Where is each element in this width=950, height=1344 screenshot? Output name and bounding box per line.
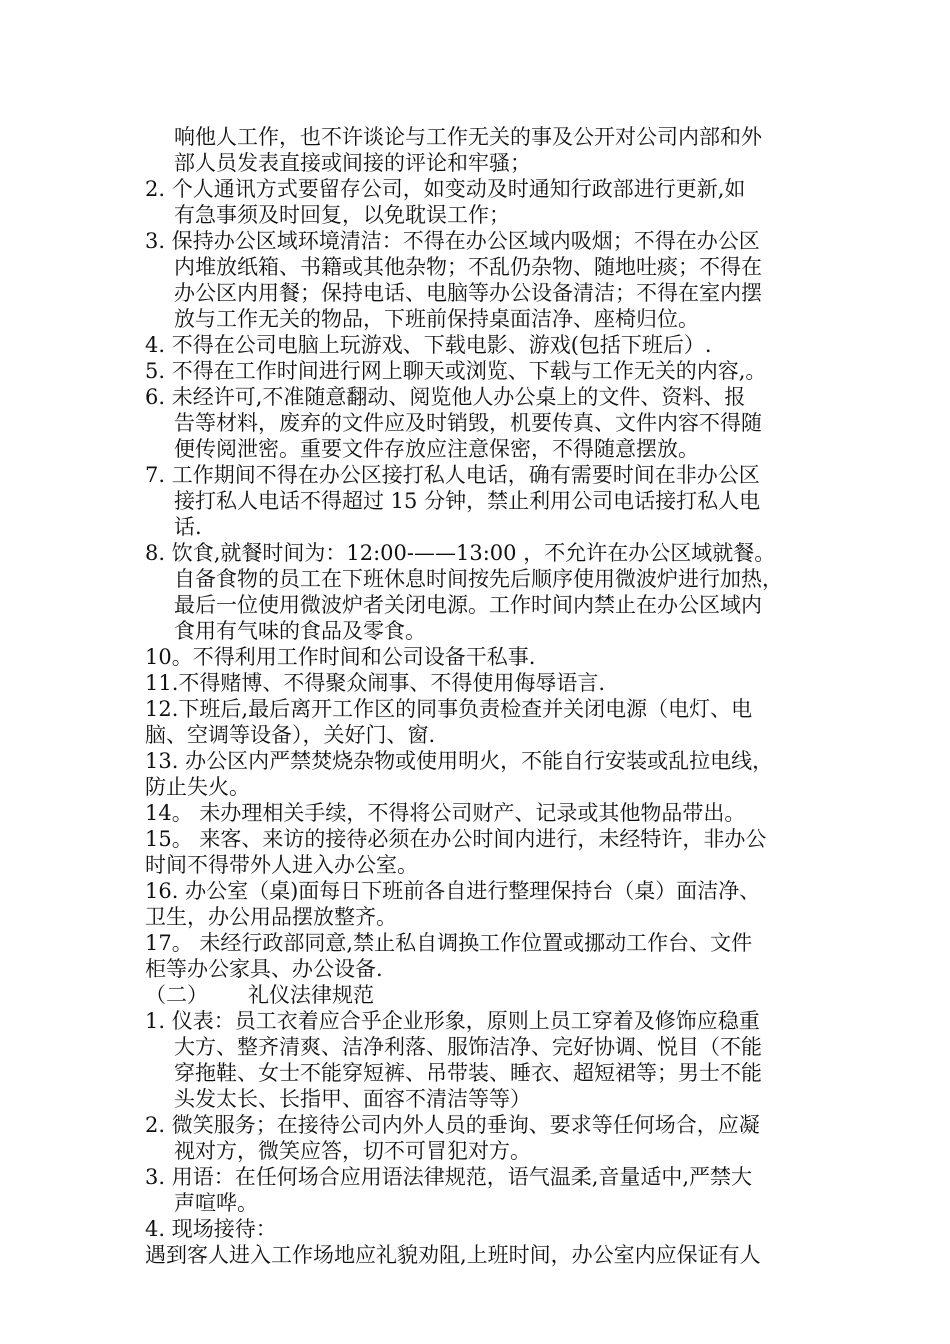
text-line: 16. 办公室（桌)面每日下班前各自进行整理保持台（桌）面洁净、 xyxy=(145,879,761,903)
text-line: 7. 工作期间不得在办公区接打私人电话，确有需要时间在非办公区 xyxy=(145,463,760,487)
text-line: 自备食物的员工在下班休息时间按先后顺序使用微波炉进行加热， xyxy=(174,567,783,591)
text-line: 办公区内用餐；保持电话、电脑等办公设备清洁；不得在室内摆 xyxy=(174,281,762,305)
text-line: 2. 个人通讯方式要留存公司，如变动及时通知行政部进行更新,如 xyxy=(145,177,746,201)
text-line: 5. 不得在工作时间进行网上聊天或浏览、下载与工作无关的内容,。 xyxy=(145,359,767,383)
text-line: 话. xyxy=(174,515,202,539)
text-line: 防止失火。 xyxy=(145,775,250,799)
text-line: 1. 仪表：员工衣着应合乎企业形象，原则上员工穿着及修饰应稳重 xyxy=(145,1009,760,1033)
text-line: 卫生，办公用品摆放整齐。 xyxy=(145,905,397,929)
text-line: 视对方，微笑应答，切不可冒犯对方。 xyxy=(174,1139,531,1163)
text-line: 有急事须及时回复，以免耽误工作； xyxy=(174,203,510,227)
text-line: 17。 未经行政部同意,禁止私自调换工作位置或挪动工作台、文件 xyxy=(145,931,753,955)
text-line: 14。 未办理相关手续，不得将公司财产、记录或其他物品带出。 xyxy=(145,801,746,825)
text-line: 大方、整齐清爽、洁净利落、服饰洁净、完好协调、悦目（不能 xyxy=(174,1035,762,1059)
text-line: 4. 现场接待： xyxy=(145,1217,277,1241)
text-line: 2. 微笑服务；在接待公司内外人员的垂询、要求等任何场合，应凝 xyxy=(145,1113,760,1137)
section-heading: （二） 礼仪法律规范 xyxy=(145,983,375,1007)
text-line: 柜等办公家具、办公设备. xyxy=(145,957,383,981)
text-line: 3. 用语：在任何场合应用语法律规范，语气温柔,音量适中,严禁大 xyxy=(145,1165,753,1189)
text-line: 12.下班后,最后离开工作区的同事负责检查并关闭电源（电灯、电 xyxy=(145,697,753,721)
text-line: 声喧哗。 xyxy=(174,1191,258,1215)
text-line: 15。 来客、来访的接待必须在办公时间内进行，未经特许，非办公 xyxy=(145,827,767,851)
text-line: 3. 保持办公区域环境清洁：不得在办公区域内吸烟；不得在办公区 xyxy=(145,229,760,253)
text-line: 响他人工作，也不许谈论与工作无关的事及公开对公司内部和外 xyxy=(174,125,762,149)
text-line: 头发太长、长指甲、面容不清洁等等） xyxy=(174,1087,531,1111)
text-line: 便传阅泄密。重要文件存放应注意保密，不得随意摆放。 xyxy=(174,437,699,461)
text-line: 接打私人电话不得超过 15 分钟，禁止利用公司电话接打私人电 xyxy=(174,489,761,513)
text-line: 穿拖鞋、女士不能穿短裤、吊带装、睡衣、超短裙等；男士不能 xyxy=(174,1061,762,1085)
text-line: 13. 办公区内严禁焚烧杂物或使用明火，不能自行安装或乱拉电线， xyxy=(145,749,774,773)
text-line: 告等材料，废弃的文件应及时销毁，机要传真、文件内容不得随 xyxy=(174,411,762,435)
text-line: 8. 饮食,就餐时间为：12:00-——13:00 ，不允许在办公区域就餐。 xyxy=(145,541,776,565)
text-line: 放与工作无关的物品，下班前保持桌面洁净、座椅归位。 xyxy=(174,307,699,331)
text-line: 遇到客人进入工作场地应礼貌劝阻,上班时间，办公室内应保证有人 xyxy=(145,1243,761,1267)
text-line: 4. 不得在公司电脑上玩游戏、下载电影、游戏(包括下班后）. xyxy=(145,333,712,357)
text-line: 时间不得带外人进入办公室。 xyxy=(145,853,418,877)
text-line: 部人员发表直接或间接的评论和牢骚； xyxy=(174,151,531,175)
text-line: 内堆放纸箱、书籍或其他杂物；不乱仍杂物、随地吐痰；不得在 xyxy=(174,255,762,279)
text-line: 最后一位使用微波炉者关闭电源。工作时间内禁止在办公区域内 xyxy=(174,593,762,617)
text-line: 11.不得赌博、不得聚众闹事、不得使用侮辱语言. xyxy=(145,671,606,695)
text-line: 食用有气味的食品及零食。 xyxy=(174,619,426,643)
text-line: 脑、空调等设备），关好门、窗. xyxy=(145,723,436,747)
text-line: 10。不得利用工作时间和公司设备干私事. xyxy=(145,645,536,669)
text-line: 6. 未经许可,不准随意翻动、阅览他人办公桌上的文件、资料、报 xyxy=(145,385,746,409)
